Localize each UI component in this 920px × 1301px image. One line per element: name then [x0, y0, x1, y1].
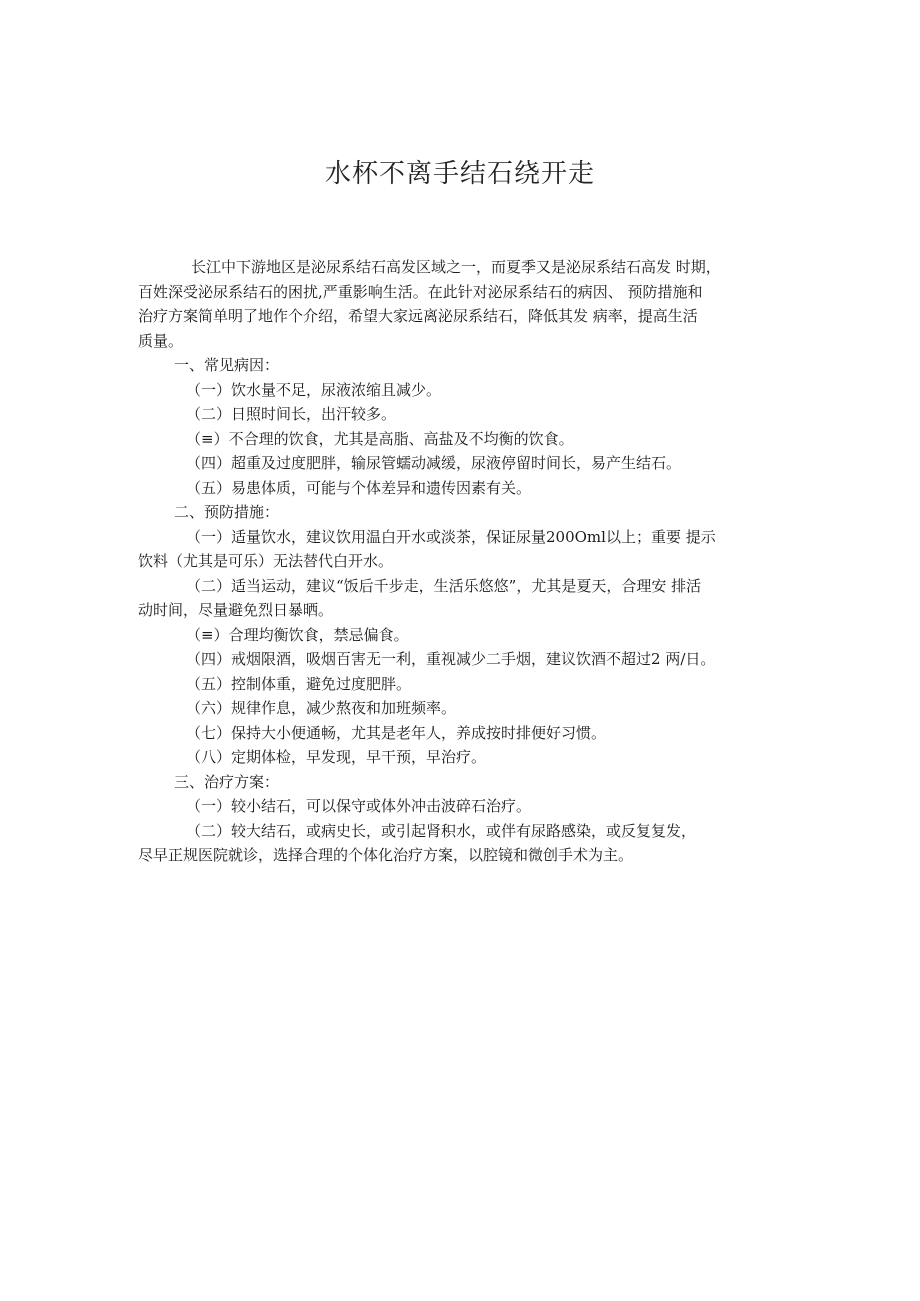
text-line: 质量。: [138, 331, 184, 350]
text-line: 治疗方案简单明了地作个介绍，希望大家远离泌尿系结石，降低其发 病率，提高生活: [138, 307, 698, 325]
text-line: （六）规律作息，减少熬夜和加班频率。: [186, 699, 457, 717]
text-line: （七）保持大小便通畅，尤其是老年人，养成按时排便好习惯。: [186, 723, 607, 742]
text-line: 三、治疗方案：: [174, 772, 280, 791]
text-line: 尽早正规医院就诊，选择合理的个体化治疗方案，以腔镜和微创手术为主。: [138, 846, 634, 864]
text-line: 动时间，尽量避免烈日暴晒。: [138, 601, 334, 619]
text-line: （一）较小结石，可以保守或体外冲击波碎石治疗。: [186, 797, 532, 815]
text-line: （一）饮水量不足，尿液浓缩且减少。: [186, 380, 442, 399]
text-line: （五）易患体质，可能与个体差异和遗传因素有关。: [186, 478, 532, 497]
text-line: 一、常见病因：: [174, 356, 280, 374]
document-title: 水杯不离手结石绕开走: [324, 159, 595, 189]
text-line: 饮料（尤其是可乐）无法替代白开水。: [138, 552, 394, 570]
text-line: （五）控制体重，避免过度肥胖。: [186, 674, 412, 693]
text-line: （≡）不合理的饮食，尤其是高脂、高盐及不均衡的饮食。: [186, 429, 574, 448]
text-line: 百姓深受泌尿系结石的困扰,严重影响生活。在此针对泌尿系结石的病因、 预防措施和: [138, 282, 703, 301]
text-line: （八）定期体检，早发现，早干预，早治疗。: [186, 748, 487, 766]
text-line: （四）超重及过度肥胖，输尿管蠕动减缓，尿液停留时间长，易产生结石。: [186, 454, 682, 472]
text-line: （二）日照时间长，出汗较多。: [186, 405, 397, 423]
text-line: （一）适量饮水，建议饮用温白开水或淡茶，保证尿量200Oml以上；重要 提示: [186, 527, 716, 546]
text-line: 长江中下游地区是泌尿系结石高发区域之一，而夏季又是泌尿系结石高发 时期，: [191, 258, 721, 276]
text-line: （二）较大结石，或病史长，或引起肾积水，或伴有尿路感染，或反复复发，: [186, 821, 697, 840]
document-body: [138, 255, 798, 868]
text-line: （二）适当运动，建议“饭后千步走，生活乐悠悠”，尤其是夏天，合理安 排活: [186, 576, 702, 595]
text-line: 二、预防措施：: [174, 503, 280, 521]
text-line: （≡）合理均衡饮食，禁忌偏食。: [186, 625, 409, 644]
text-line: （四）戒烟限酒，吸烟百害无一利，重视减少二手烟，建议饮酒不超过2 两/日。: [186, 650, 716, 668]
